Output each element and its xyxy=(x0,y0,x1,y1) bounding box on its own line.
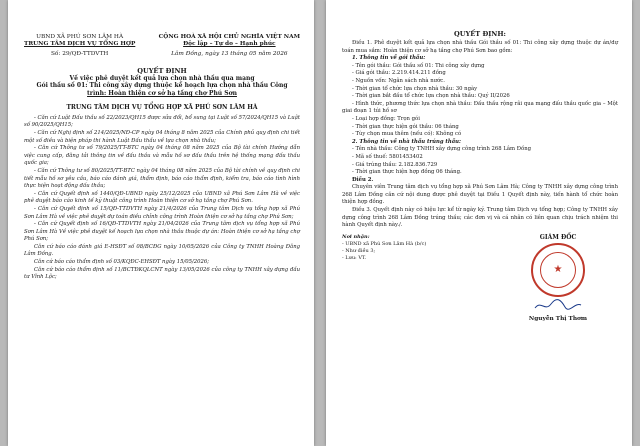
document-title: QUYẾT ĐỊNH xyxy=(137,66,187,75)
package-name: - Tên gói thầu: Gói thầu số 01: Thi công xây dựng xyxy=(352,62,485,69)
signature-icon xyxy=(533,298,583,312)
article-1: Điều 1. Phê duyệt kết quả lựa chọn nhà thầu Gói thầu số 01: Thi công xây dựng thuộc dự án/dự toán mua sắm: Hoàn thiện cơ sở hạ tầng chợ Phú Sơn bao gồm: xyxy=(342,40,618,54)
official-seal-icon: ★ xyxy=(531,243,585,297)
selection-start: - Thời gian bắt đầu tổ chức lựa chọn nhà thầu: Quý II/2026 xyxy=(352,93,510,100)
contract-type: - Loại hợp đồng: Trọn gói xyxy=(352,115,420,122)
article-2: Chuyên viên Trung tâm dịch vụ tổng hợp xã Phú Sơn Lâm Hà; Công ty TNHH xây dựng công trình 268 Lâm Đồng căn cứ nội dung được phê duyệt tại Điều 1 Quyết định này, tiến hành tổ chức hoàn thiện hợp đồng. xyxy=(342,184,618,206)
country-name: CỘNG HOÀ XÃ HỘI CHỦ NGHĨA VIỆT NAM xyxy=(158,34,300,40)
national-motto: Độc lập – Tự do – Hạnh phúc xyxy=(183,41,276,48)
package-line-2: trình: Hoàn thiện cơ sở hạ tầng chợ Phú Sơn xyxy=(87,90,237,98)
legal-basis-item: - Căn cứ Quyết định số 16/QĐ-TTDVTH ngày 21/04/2026 của Trung tâm dịch vụ tổng hợp xã Phú Sơn Lâm Hà Về việc phê duyệt kế hoạch lựa chọn nhà thầu thuộc dự án: Hoàn thiện cơ sở hạ tầng chợ Phú Sơn; xyxy=(24,221,300,243)
package-line-1: Gói thầu số 01: Thi công xây dựng thuộc kế hoạch lựa chọn nhà thầu Công xyxy=(36,82,288,90)
legal-basis-item: - Căn cứ Luật Đấu thầu số 22/2023/QH15 được sửa đổi, bổ sung tại Luật số 57/2024/QH15 và Luật số 90/2025/QH15; xyxy=(24,114,300,129)
legal-basis-item: - Căn cứ Nghị định số 214/2025/NĐ-CP ngày 04 tháng 8 năm 2025 của Chính phủ quy định chi tiết một số điều và biện pháp thi hành Luật Đấu thầu về lựa chọn nhà thầu; xyxy=(24,129,300,144)
decision-heading: QUYẾT ĐỊNH: xyxy=(454,30,506,38)
legal-basis-item: - Căn cứ Thông tư số 80/2025/TT-BTC ngày 04 tháng 08 năm 2025 của Bộ tài chính về quy định chi tiết mẫu hồ sơ yêu cầu, báo cáo đánh giá, thẩm định, báo cáo thẩm định, kiểm tra, báo cáo tình hình thực hiện hoạt động đấu thầu; xyxy=(24,167,300,190)
recipient-item: - UBND xã Phú Sơn Lâm Hà (b/c) xyxy=(342,240,427,247)
signer-name: Nguyễn Thị Thơm xyxy=(528,315,588,322)
legal-bases xyxy=(24,115,300,282)
organization-name: TRUNG TÂM DỊCH VỤ TỔNG HỢP xyxy=(24,41,136,48)
recipients-list xyxy=(342,234,426,322)
issuing-authority: TRUNG TÂM DỊCH VỤ TỔNG HỢP XÃ PHÚ SƠN LÂM HÀ xyxy=(66,104,258,111)
optional-purchase: - Tùy chọn mua thêm (nếu có): Không có xyxy=(352,131,462,138)
package-duration: - Thời gian thực hiện gói thầu: 06 tháng xyxy=(352,123,459,130)
issuing-organization xyxy=(24,34,135,59)
legal-basis-item: - Căn cứ Quyết định số 15/QĐ-TTDVTH ngày 21/4/2026 của Trung tâm Dịch vụ tổng hợp xã Phú Sơn Lâm Hà về việc phê duyệt dự toán điều chỉnh công trình Hoàn thiện cơ sở hạ tầng chợ Phú Sơn; xyxy=(24,205,300,220)
contractor-info-heading: 2. Thông tin về nhà thầu trúng thầu: xyxy=(352,138,461,145)
package-info-heading: 1. Thông tin về gói thầu: xyxy=(352,55,426,62)
legal-basis-item: - Căn cứ Quyết định số 1440/QĐ-UBND ngày 25/12/2025 của UBND xã Phú Sơn Lâm Hà về việc phê duyệt báo cáo kinh tế kỹ thuật công trình Hoàn thiện cơ sở hạ tầng chợ Phú Sơn. xyxy=(24,190,300,205)
tax-code: - Mã số thuế: 5801453402 xyxy=(352,153,423,160)
signature-block xyxy=(342,234,618,322)
document-number: Số: 29/QĐ-TTDVTH xyxy=(50,51,109,58)
national-heading xyxy=(159,34,300,59)
decision-page-1 xyxy=(8,0,314,446)
document-header xyxy=(24,34,300,59)
legal-basis-item: Căn cứ báo cáo thẩm định số 11/BCTĐKQLCNT ngày 13/05/2026 của công ty TNHH xây dựng đầu tư Vĩnh Lộc; xyxy=(24,266,300,281)
signer xyxy=(498,234,618,322)
contract-duration: - Thời gian thực hiện hợp đồng 06 tháng. xyxy=(352,169,462,176)
parent-authority: UBND XÃ PHÚ SƠN LÂM HÀ xyxy=(36,34,124,40)
selection-method: - Hình thức, phương thức lựa chọn nhà thầu: Đấu thầu rộng rãi qua mạng đấu thầu quốc gia – Một giai đoạn 1 túi hồ sơ xyxy=(342,100,618,115)
award-price: - Giá trúng thầu: 2.182.836.729 xyxy=(352,161,438,168)
funding-source: - Nguồn vốn: Ngân sách nhà nước. xyxy=(352,77,445,84)
recipient-item: - Lưu: VT. xyxy=(342,254,367,261)
legal-basis-item: Căn cứ báo cáo thẩm định số 03/KQĐC-EHSĐT ngày 15/05/2026; xyxy=(34,259,210,266)
legal-basis-item: Căn cứ báo cáo đánh giá E-HSĐT số 08/BCĐG ngày 10/05/2026 của Công ty TNHH Hoàng Đăng Lâm Đồng. xyxy=(24,243,300,258)
issue-date: Lâm Đồng, ngày 13 tháng 05 năm 2026 xyxy=(171,51,288,58)
selection-time: - Thời gian tổ chức lựa chọn nhà thầu: 30 ngày xyxy=(352,85,478,92)
recipient-item: - Như điều 3; xyxy=(342,247,376,254)
package-price: - Giá gói thầu: 2.219.414.211 đồng xyxy=(352,70,446,77)
article-2-heading: Điều 2. xyxy=(352,176,374,183)
contractor-name: - Tên nhà thầu: Công ty TNHH xây dựng công trình 268 Lâm Đồng xyxy=(352,146,532,153)
recipients-title: Nơi nhận: xyxy=(342,233,370,240)
document-subtitle: Về việc phê duyệt kết quả lựa chọn nhà thầu qua mạng xyxy=(69,74,255,82)
decision-page-2 xyxy=(326,0,632,446)
article-3: Điều 3. Quyết định này có hiệu lực kể từ ngày ký. Trung tâm Dịch vụ tổng hợp; Công ty TNHH xây dựng công trình 268 Lâm Đồng trúng thầu; các đơn vị và cá nhân có liên quan chịu trách nhiệm thi hành Quyết định này./. xyxy=(342,207,618,229)
legal-basis-item: - Căn cứ Thông tư số 79/2025/TT-BTC ngày 04 tháng 08 năm 2025 của Bộ tài chính Hướng dẫn việc cung cấp, đăng tải thông tin về đấu thầu và mẫu hồ sơ đấu thầu trên hệ thống mạng đấu thầu quốc gia; xyxy=(24,145,300,167)
signer-title: GIÁM ĐỐC xyxy=(539,233,577,241)
